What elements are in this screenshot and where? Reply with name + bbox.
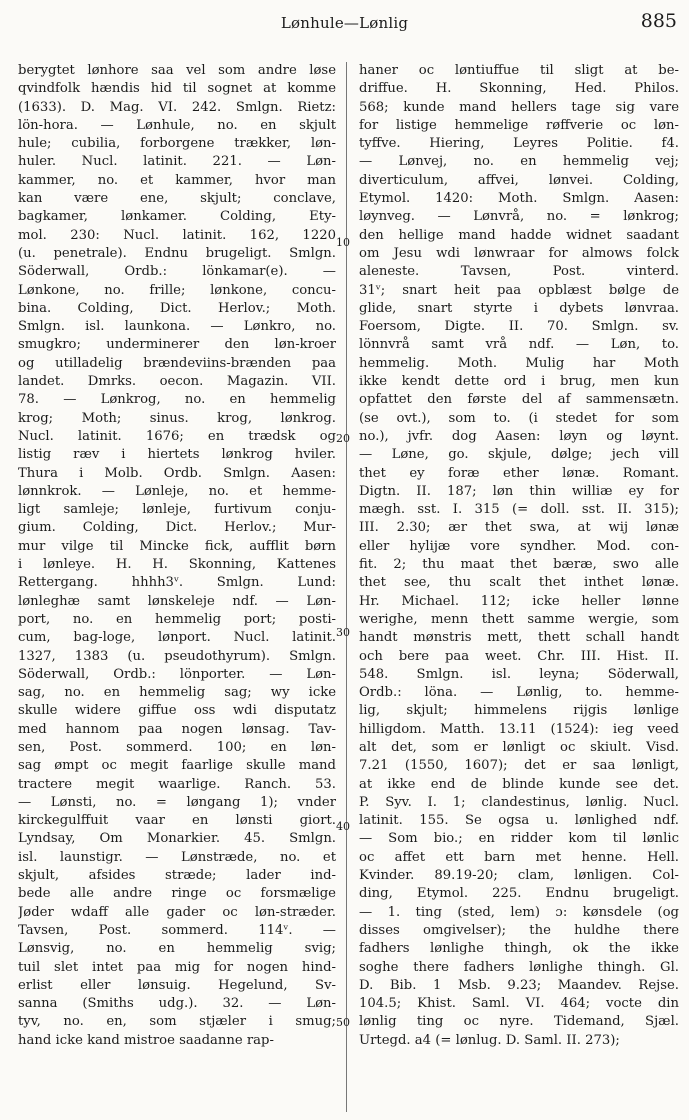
text-line: — 1. ting (sted, lem) ɔ: kønsdele (og [359, 904, 679, 920]
text-line: sag, no. en hemmelig sag; wy icke [18, 685, 336, 701]
text-line: smugkro; underminerer den løn-kroer [18, 337, 336, 353]
text-line: aleneste. Tavsen, Post. vinterd. [359, 264, 679, 280]
text-line: lig, skjult; himmelens rijgis lønlige [359, 703, 679, 719]
text-line: sag ømpt oc megit faarlige skulle mand [18, 758, 336, 774]
text-line: lønlig ting oc nyre. Tidemand, Sjæl. [359, 1014, 679, 1030]
text-line: sanna (Smiths udg.). 32. — Løn- [18, 996, 336, 1012]
text-line: hand icke kand mistroe saadanne rap- [18, 1032, 274, 1048]
text-line: bede alle andre ringe oc forsmælige [18, 886, 336, 902]
text-line: werighe, menn thett samme wergie, som [359, 611, 679, 627]
text-line: med hannom paa nogen lønsag. Tav- [18, 721, 336, 737]
text-line: 78. — Lønkrog, no. en hemmelig [18, 392, 336, 408]
text-line: haner oc løntiuffue til sligt at be- [359, 63, 679, 78]
text-line: Foersom, Digte. II. 70. Smlgn. sv. [359, 319, 679, 335]
text-line: lön-hora. — Lønhule, no. en skjult [18, 117, 336, 133]
text-line: kan være ene, skjult; conclave, [18, 191, 336, 207]
text-line: D. Bib. 1 Msb. 9.23; Maandev. Rejse. [359, 977, 679, 993]
text-line: erlist eller lønsuig. Hegelund, Sv- [18, 977, 336, 993]
text-line: kirckegulffuit vaar en lønsti giort. [18, 813, 336, 829]
text-line: (1633). D. Mag. VI. 242. Smlgn. Rietz: [18, 99, 336, 115]
text-line: Söderwall, Ordb.: lönporter. — Løn- [18, 666, 336, 682]
text-line: opfattet den første del af sammensætn. [359, 392, 679, 408]
text-line: listig ræv i hiertets lønkrog hviler. [18, 447, 336, 463]
text-line: den hellige mand hadde widnet saadant [359, 227, 679, 243]
text-line: Lønkone, no. frille; lønkone, concu- [18, 282, 336, 298]
page-header [0, 0, 689, 52]
running-head: Lønhule—Lønlig [280, 14, 409, 32]
text-line: Rettergang. hhhh3ᵛ. Smlgn. Lund: [18, 575, 336, 591]
text-line: krog; Moth; sinus. krog, lønkrog. [18, 410, 336, 426]
text-line: — Lønvej, no. en hemmelig vej; [359, 154, 679, 170]
text-line: — Løne, go. skjule, dølge; jech vill [359, 447, 679, 463]
text-line: tyv, no. en, som stjæler i smug; [18, 1014, 336, 1030]
text-line: lönnvrå samt vrå ndf. — Løn, to. [359, 337, 679, 353]
text-line: qvindfolk hændis hid til sognet at komme [18, 81, 336, 97]
text-line: — Som bio.; en ridder kom til lønlic [359, 831, 679, 847]
text-line: (u. penetrale). Endnu brugeligt. Smlgn. [18, 245, 336, 261]
text-line: 1327, 1383 (u. pseudothyrum). Smlgn. [18, 648, 336, 664]
text-line: soghe there fadhers lønlighe thingh. Gl. [359, 959, 679, 975]
text-line: — Lønsti, no. = løngang 1); vnder [18, 794, 336, 810]
text-line: driffue. H. Skonning, Hed. Philos. [359, 81, 679, 97]
text-line: ikke kendt dette ord i brug, men kun [359, 374, 679, 390]
text-line: isl. launstigr. — Lønstræde, no. et [18, 849, 336, 865]
text-line: fit. 2; thu maat thet bæræ, swo alle [359, 557, 679, 573]
text-line: no.), jvfr. dog Aasen: løyn og løynt. [359, 428, 679, 444]
text-line: lønleghæ samt lønskeleje ndf. — Løn- [18, 593, 336, 609]
line-number-10: 10 [336, 236, 350, 249]
text-line: Hr. Michael. 112; icke heller lønne [359, 593, 679, 609]
text-line: cum, bag-loge, lønport. Nucl. latinit. [18, 630, 336, 646]
text-line: latinit. 155. Se ogsa u. lønlighed ndf. [359, 813, 679, 829]
text-line: Jøder wdaff alle gader oc løn-stræder. [18, 904, 336, 920]
text-line: ding, Etymol. 225. Endnu brugeligt. [359, 886, 679, 902]
text-line: 31ᵛ; snart heit paa opblæst bølge de [359, 282, 679, 298]
text-line: och bere paa weet. Chr. III. Hist. II. [359, 648, 679, 664]
text-line: port, no. en hemmelig port; posti- [18, 611, 336, 627]
text-line: Thura i Molb. Ordb. Smlgn. Aasen: [18, 465, 336, 481]
text-line: Etymol. 1420: Moth. Smlgn. Aasen: [359, 191, 679, 207]
text-line: bagkamer, lønkamer. Colding, Ety- [18, 209, 336, 225]
text-line: og utilladelig brændeviins-brænden paa [18, 355, 336, 371]
left-column [18, 62, 336, 1050]
text-line: sen, Post. sommerd. 100; en løn- [18, 739, 336, 755]
text-line: diverticulum, affvei, lønvei. Colding, [359, 172, 679, 188]
text-line: tractere megit waarlige. Ranch. 53. [18, 776, 336, 792]
line-number-40: 40 [336, 820, 350, 833]
text-line: lønnkrok. — Lønleje, no. et hemme- [18, 483, 336, 499]
text-line: Ordb.: löna. — Lønlig, to. hemme- [359, 685, 679, 701]
text-line: eller hylijæ vore syndher. Mod. con- [359, 538, 679, 554]
text-line: 548. Smlgn. isl. leyna; Söderwall, [359, 666, 679, 682]
text-line: mægh. sst. I. 315 (= doll. sst. II. 315); [359, 502, 679, 518]
text-line: (se ovt.), som to. (i stedet for som [359, 410, 679, 426]
line-number-30: 30 [336, 626, 350, 639]
text-line: Smlgn. isl. launkona. — Lønkro, no. [18, 319, 336, 335]
text-line: 568; kunde mand hellers tage sig vare [359, 99, 679, 115]
text-line: tyffve. Hiering, Leyres Politie. f4. [359, 136, 679, 152]
text-line: Tavsen, Post. sommerd. 114ᵛ. — [18, 922, 336, 938]
text-line: i lønleye. H. H. Skonning, Kattenes [18, 557, 336, 573]
text-line: hemmelig. Moth. Mulig har Moth [359, 355, 679, 371]
text-line: fadhers lønlighe thingh, ok the ikke [359, 941, 679, 957]
text-line: Lønsvig, no. en hemmelig svig; [18, 941, 336, 957]
text-line: hilligdom. Matth. 13.11 (1524): ieg veed [359, 721, 679, 737]
text-line: skjult, afsides stræde; lader ind- [18, 868, 336, 884]
line-number-20: 20 [336, 432, 350, 445]
text-line: mol. 230: Nucl. latinit. 162, 1220 [18, 227, 336, 243]
text-line: landet. Dmrks. oecon. Magazin. VII. [18, 374, 336, 390]
text-line: berygtet lønhore saa vel som andre løse [18, 63, 336, 78]
text-line: løynveg. — Lønvrå, no. = lønkrog; [359, 209, 679, 225]
text-line: om Jesu wdi lønwraar for almows folck [359, 245, 679, 261]
text-line: thet ey foræ ether lønæ. Romant. [359, 465, 679, 481]
text-line: glide, snart styrte i dybets lønvraa. [359, 300, 679, 316]
text-line: huler. Nucl. latinit. 221. — Løn- [18, 154, 336, 170]
text-line: Urtegd. a4 (= lønlug. D. Saml. II. 273); [359, 1032, 620, 1048]
column-divider [346, 62, 347, 1112]
text-line: bina. Colding, Dict. Herlov.; Moth. [18, 300, 336, 316]
text-line: oc affet ett barn met henne. Hell. [359, 849, 679, 865]
text-line: 7.21 (1550, 1607); det er saa lønligt, [359, 758, 679, 774]
text-line: III. 2.30; ær thet swa, at wij lønæ [359, 520, 679, 536]
text-line: Söderwall, Ordb.: lönkamar(e). — [18, 264, 336, 280]
text-line: skulle widere giffue oss wdi disputatz [18, 703, 336, 719]
text-line: Kvinder. 89.19-20; clam, lønligen. Col- [359, 868, 679, 884]
text-line: Digtn. II. 187; løn thin williæ ey for [359, 483, 679, 499]
text-line: hule; cubilia, forborgene trækker, løn- [18, 136, 336, 152]
text-line: gium. Colding, Dict. Herlov.; Mur- [18, 520, 336, 536]
text-line: kammer, no. et kammer, hvor man [18, 172, 336, 188]
text-line: P. Syv. I. 1; clandestinus, lønlig. Nucl. [359, 794, 679, 810]
text-line: disses omgivelser); the huldhe there [359, 922, 679, 938]
text-line: handt mønstris mett, thett schall handt [359, 630, 679, 646]
text-line: 104.5; Khist. Saml. VI. 464; vocte din [359, 996, 679, 1012]
text-line: tuil slet intet paa mig for nogen hind- [18, 959, 336, 975]
text-line: Lyndsay, Om Monarkier. 45. Smlgn. [18, 831, 336, 847]
text-line: thet see, thu scalt thet inthet lønæ. [359, 575, 679, 591]
text-line: Nucl. latinit. 1676; en trædsk og [18, 428, 336, 444]
text-line: at ikke end de blinde kunde see det. [359, 776, 679, 792]
line-number-50: 50 [336, 1016, 350, 1029]
text-line: for listige hemmelige røffverie oc løn- [359, 117, 679, 133]
right-column [359, 62, 679, 1050]
text-line: mur vilge til Mincke fick, aufflit børn [18, 538, 336, 554]
page-number: 885 [640, 10, 677, 32]
text-line: ligt samleje; lønleje, furtivum conju- [18, 502, 336, 518]
text-line: alt det, som er lønligt oc skiult. Visd. [359, 739, 679, 755]
